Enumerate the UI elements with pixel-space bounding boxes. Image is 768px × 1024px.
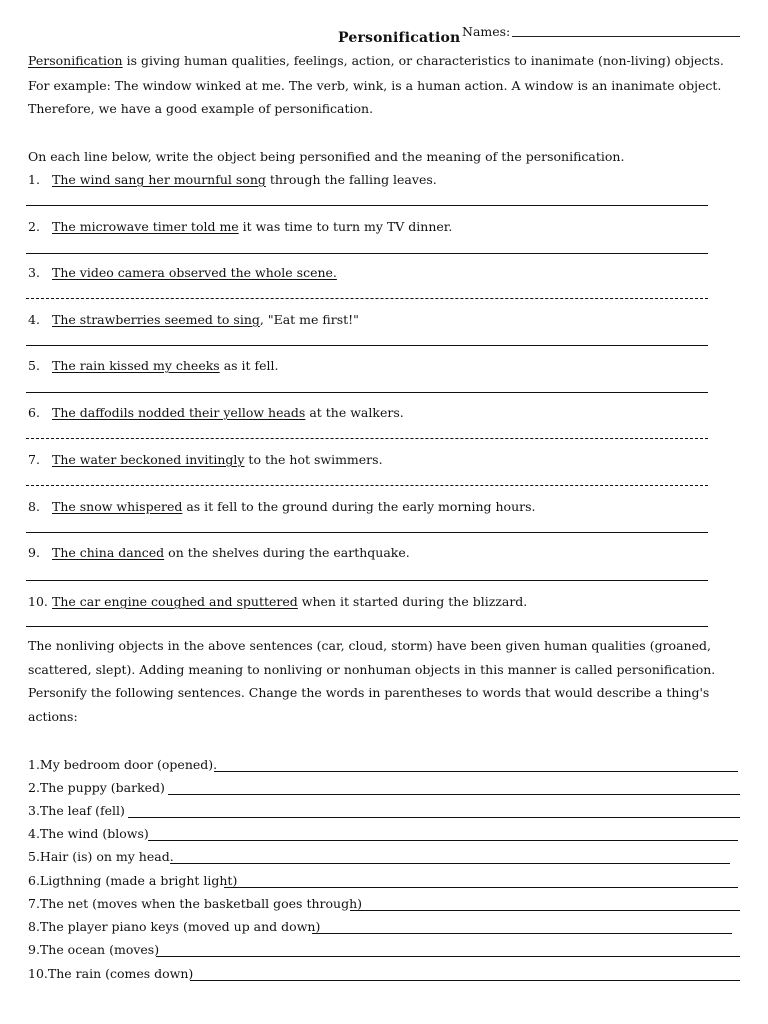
answer-line-4[interactable] <box>26 345 708 346</box>
sentence-rest: as it fell to the ground during the early morning hours. <box>182 499 536 514</box>
sentence-rest: to the hot swimmers. <box>244 452 383 467</box>
exercise-3: 3.The leaf (fell) <box>28 803 125 818</box>
exercise-1-answer-line[interactable] <box>214 771 738 772</box>
sentence-9 <box>28 545 410 560</box>
personified-phrase: The car engine coughed and sputtered <box>52 594 298 609</box>
intro-line-1-rest: is giving human qualities, feelings, action, or characteristics to inanimate (non-living) objects. <box>122 53 724 68</box>
part2-line-2: scattered, slept). Adding meaning to nonliving or nonhuman objects in this manner is called personification. <box>28 662 716 677</box>
exercise-8: 8.The player piano keys (moved up and down) <box>28 919 321 934</box>
answer-line-10[interactable] <box>26 626 708 627</box>
part2-line-3: Personify the following sentences. Change the words in parentheses to words that would describe a thing's <box>28 685 710 700</box>
exercise-10-answer-line[interactable] <box>190 980 740 981</box>
exercise-9-answer-line[interactable] <box>156 956 740 957</box>
exercise-4-answer-line[interactable] <box>148 840 738 841</box>
exercise-7: 7.The net (moves when the basketball goes through) <box>28 896 363 911</box>
exercise-2-answer-line[interactable] <box>168 794 740 795</box>
exercise-3-answer-line[interactable] <box>128 817 740 818</box>
personified-phrase: The video camera observed the whole scene. <box>52 265 337 280</box>
sentence-number: 8. <box>28 499 40 514</box>
sentence-10 <box>28 594 527 609</box>
personified-phrase: The wind sang her mournful song <box>52 172 266 187</box>
exercise-5-answer-line[interactable] <box>170 863 730 864</box>
sentence-1 <box>28 172 437 187</box>
sentence-rest: as it fell. <box>219 358 279 373</box>
personified-phrase: The daffodils nodded their yellow heads <box>52 405 306 420</box>
answer-line-7[interactable] <box>26 485 708 486</box>
part2-line-1: The nonliving objects in the above sentences (car, cloud, storm) have been given human qualities (groaned, <box>28 638 711 653</box>
sentence-rest: it was time to turn my TV dinner. <box>238 219 453 234</box>
exercise-9: 9.The ocean (moves) <box>28 942 160 957</box>
intro-line-3: Therefore, we have a good example of personification. <box>28 101 374 116</box>
sentence-number: 1. <box>28 172 40 187</box>
sentence-number: 10. <box>28 594 48 609</box>
names-field-line[interactable] <box>512 36 740 37</box>
sentence-number: 2. <box>28 219 40 234</box>
answer-line-9[interactable] <box>26 580 708 581</box>
exercise-4: 4.The wind (blows) <box>28 826 149 841</box>
answer-line-8[interactable] <box>26 532 708 533</box>
personified-phrase: The microwave timer told me <box>52 219 239 234</box>
sentence-4 <box>28 312 359 327</box>
exercise-8-answer-line[interactable] <box>312 933 732 934</box>
intro-term: Personification <box>28 53 123 68</box>
intro-line-1 <box>28 53 724 68</box>
personified-phrase: The water beckoned invitingly <box>52 452 245 467</box>
sentence-number: 6. <box>28 405 40 420</box>
exercise-6: 6.Ligthning (made a bright light) <box>28 873 238 888</box>
sentence-2 <box>28 219 452 234</box>
exercise-2: 2.The puppy (barked) <box>28 780 165 795</box>
personified-phrase: The rain kissed my cheeks <box>52 358 220 373</box>
names-label: Names: <box>462 24 511 39</box>
answer-line-5[interactable] <box>26 392 708 393</box>
sentence-rest: when it started during the blizzard. <box>297 594 528 609</box>
intro-line-2: For example: The window winked at me. The verb, wink, is a human action. A window is an inanimate object. <box>28 78 722 93</box>
answer-line-1[interactable] <box>26 205 708 206</box>
sentence-rest: at the walkers. <box>305 405 404 420</box>
part2-line-4: actions: <box>28 709 78 724</box>
sentence-8 <box>28 499 535 514</box>
exercise-5: 5.Hair (is) on my head. <box>28 849 174 864</box>
sentence-rest: on the shelves during the earthquake. <box>164 545 410 560</box>
sentence-6 <box>28 405 404 420</box>
sentence-7 <box>28 452 383 467</box>
page-title: Personification <box>338 30 461 46</box>
exercise-7-answer-line[interactable] <box>350 910 740 911</box>
answer-line-3[interactable] <box>26 298 708 299</box>
personified-phrase: The snow whispered <box>52 499 183 514</box>
sentence-5 <box>28 358 279 373</box>
sentence-number: 4. <box>28 312 40 327</box>
sentence-number: 9. <box>28 545 40 560</box>
sentence-number: 7. <box>28 452 40 467</box>
sentence-3 <box>28 265 337 280</box>
sentence-rest: through the falling leaves. <box>265 172 437 187</box>
exercise-6-answer-line[interactable] <box>224 887 738 888</box>
instructions: On each line below, write the object being personified and the meaning of the personification. <box>28 149 625 164</box>
answer-line-2[interactable] <box>26 253 708 254</box>
exercise-10: 10.The rain (comes down) <box>28 966 194 981</box>
personified-phrase: The strawberries seemed to sing <box>52 312 260 327</box>
sentence-number: 5. <box>28 358 40 373</box>
answer-line-6[interactable] <box>26 438 708 439</box>
sentence-rest: , "Eat me first!" <box>259 312 359 327</box>
personified-phrase: The china danced <box>52 545 165 560</box>
sentence-number: 3. <box>28 265 40 280</box>
exercise-1: 1.My bedroom door (opened). <box>28 757 218 772</box>
